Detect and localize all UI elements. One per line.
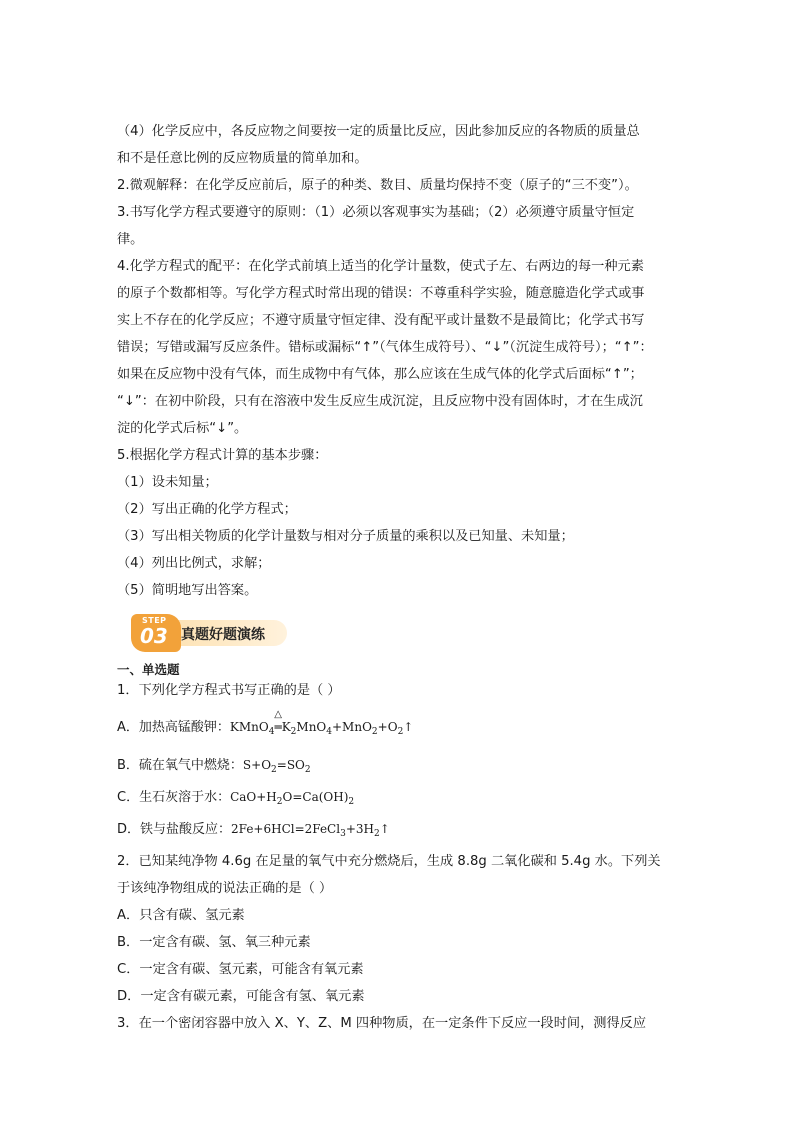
q2-option-a: A．只含有碳、氢元素: [117, 908, 245, 923]
q1-c-prefix: C．生石灰溶于水：: [117, 790, 231, 805]
q2-stem-2: 于该纯净物组成的说法正确的是（ ）: [117, 881, 333, 896]
knowledge-balance-4: 错误；写错或漏写反应条件。错标或漏标“↑”（气体生成符号）、“↓”（沉淀生成符号）；“↑”：: [117, 340, 653, 355]
subscript: 2: [271, 765, 277, 775]
step-item: （1）设未知量；: [117, 475, 218, 490]
q2-option-c: C．一定含有碳、氢元素，可能含有氧元素: [117, 962, 364, 977]
q2-stem-1: 2．已知某纯净物 4.6g 在足量的氧气中充分燃烧后，生成 8.8g 二氧化碳和 5.4g 水。下列关: [117, 854, 661, 869]
q1-option-d: [117, 816, 677, 848]
knowledge-principle-2: 律。: [117, 232, 144, 247]
formula-part: +MnO: [332, 720, 372, 734]
knowledge-p4-line1: （4）化学反应中，各反应物之间要按一定的质量比反应，因此参加反应的各物质的质量总: [117, 124, 640, 139]
gas-arrow-icon: ↑: [379, 822, 390, 836]
subscript: 2: [304, 765, 311, 775]
subscript: 4: [268, 727, 275, 737]
heat-triangle-icon: △: [274, 709, 282, 720]
step-item: （5）简明地写出答案。: [117, 583, 258, 598]
q1-c-formula: [230, 790, 355, 807]
knowledge-micro: 2.微观解释：在化学反应前后，原子的种类、数目、质量均保持不变（原子的“三不变”）。: [117, 178, 638, 193]
formula-part: K: [281, 720, 291, 734]
subscript: 2: [276, 797, 283, 807]
q1-b-formula: [242, 758, 311, 775]
q2-option-b: B．一定含有碳、氢、氧三种元素: [117, 935, 311, 950]
page-content: [117, 118, 677, 1037]
steps-title: 5.根据化学方程式计算的基本步骤：: [117, 448, 328, 463]
step-badge: [131, 614, 181, 652]
formula-part: MnO: [296, 720, 327, 734]
formula-part: +3H: [345, 822, 374, 836]
q1-option-a: [117, 709, 677, 746]
subscript: 2: [373, 829, 380, 839]
subscript: 3: [340, 829, 346, 839]
q1-a-prefix: A．加热高锰酸钾：: [117, 720, 230, 735]
subscript: 2: [290, 727, 297, 737]
formula-part: S+O: [242, 758, 272, 772]
q1-stem: 1．下列化学方程式书写正确的是（ ）: [117, 683, 341, 698]
q1-option-c: [117, 784, 677, 816]
knowledge-balance-2: 的原子个数都相等。写化学方程式时常出现的错误：不尊重科学实验，随意臆造化学式或事: [117, 286, 645, 301]
step-title: 真题好题演练: [181, 627, 265, 643]
q1-d-formula: [231, 822, 390, 839]
step-number: 03: [140, 624, 168, 648]
formula-part: 2Fe+6HCl=2FeCl: [231, 822, 341, 836]
subscript: 2: [348, 797, 355, 807]
formula-part: =SO: [276, 758, 305, 772]
formula-part: +O: [377, 720, 398, 734]
q1-d-prefix: D．铁与盐酸反应：: [117, 822, 232, 837]
gas-arrow-icon: ↑: [403, 720, 414, 734]
q1-a-formula: [229, 709, 414, 737]
step-item: （2）写出正确的化学方程式；: [117, 502, 297, 517]
equals-sign: ═: [274, 720, 282, 734]
q2-option-d: D．一定含有碳元素，可能含有氢、氧元素: [117, 989, 365, 1004]
step-item: （3）写出相关物质的化学计量数与相对分子质量的乘积以及已知量、未知量；: [117, 529, 574, 544]
knowledge-balance-1: 4.化学方程式的配平：在化学式前填上适当的化学计量数，使式子左、右两边的每一种元素: [117, 259, 644, 274]
formula-part: O=Ca(OH): [282, 790, 349, 804]
section-title: 一、单选题: [117, 662, 180, 677]
subscript: 2: [371, 727, 378, 737]
knowledge-balance-5: 如果在反应物中没有气体，而生成物中有气体，那么应该在生成气体的化学式后面标“↑”；: [117, 367, 643, 382]
knowledge-balance-6: “↓”：在初中阶段，只有在溶液中发生反应生成沉淀，且反应物中没有固体时，才在生成沉: [117, 394, 643, 409]
q1-b-prefix: B．硫在氧气中燃烧：: [117, 758, 243, 773]
step-item: （4）列出比例式，求解；: [117, 556, 271, 571]
knowledge-p4-line2: 和不是任意比例的反应物质量的简单加和。: [117, 151, 368, 166]
knowledge-balance-7: 淀的化学式后标“↓”。: [117, 421, 248, 436]
subscript: 4: [326, 727, 332, 737]
q3-stem-1: 3．在一个密闭容器中放入 X、Y、Z、M 四种物质，在一定条件下反应一段时间，测得反应: [117, 1016, 647, 1031]
formula-part: CaO+H: [230, 790, 277, 804]
formula-part: KMnO: [229, 720, 269, 734]
step-banner: [117, 610, 677, 658]
subscript: 2: [397, 727, 404, 737]
condition-equals: [274, 709, 282, 741]
step-label: STEP: [142, 616, 167, 625]
knowledge-principle-1: 3.书写化学方程式要遵守的原则：（1）必须以客观事实为基础；（2）必须遵守质量守恒定: [117, 205, 635, 220]
q1-option-b: [117, 752, 677, 784]
knowledge-balance-3: 实上不存在的化学反应；不遵守质量守恒定律、没有配平或计量数不是最简比；化学式书写: [117, 313, 645, 328]
